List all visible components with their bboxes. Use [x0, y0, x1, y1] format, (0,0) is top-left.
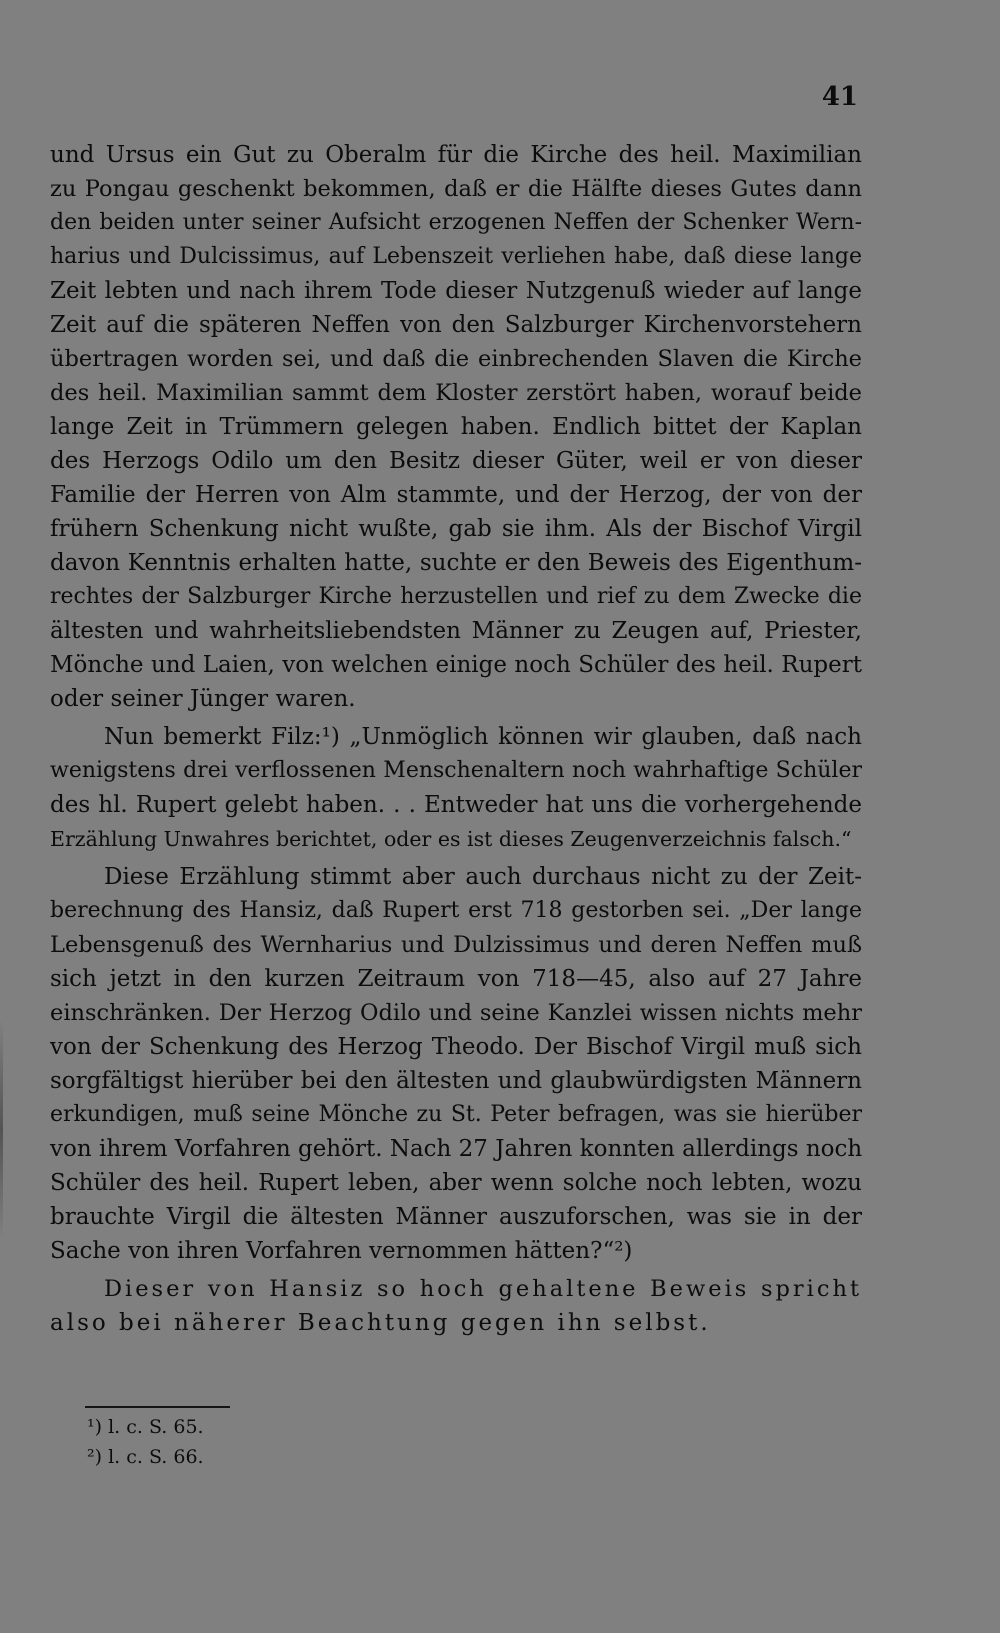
- text-line: Dieser von Hansiz so hoch gehaltene Beweis spricht: [104, 1276, 862, 1302]
- footnote-divider: [85, 1406, 230, 1408]
- page-number: 41: [821, 82, 858, 112]
- text-line: zu Pongau geschenkt bekommen, daß er die Hälfte dieses Gutes dann: [50, 176, 862, 202]
- paragraph: [50, 720, 862, 856]
- text-line: des Herzogs Odilo um den Besitz dieser Güter, weil er von dieser: [50, 448, 862, 474]
- paragraph: [50, 860, 862, 1268]
- scan-edge-shadow: [0, 1020, 3, 1240]
- text-line: erkundigen, muß seine Mönche zu St. Peter befragen, was sie hierüber: [50, 1102, 862, 1127]
- text-line: Sache von ihren Vorfahren vernommen hätten?“²): [50, 1238, 633, 1264]
- text-line: Diese Erzählung stimmt aber auch durchaus nicht zu der Zeit-: [104, 864, 862, 890]
- text-line: lange Zeit in Trümmern gelegen haben. Endlich bittet der Kaplan: [50, 414, 862, 440]
- text-line: Schüler des heil. Rupert leben, aber wenn solche noch lebten, wozu: [50, 1170, 862, 1196]
- text-line: also bei näherer Beachtung gegen ihn selbst.: [50, 1310, 711, 1336]
- text-line: den beiden unter seiner Aufsicht erzogenen Neffen der Schenker Wern-: [50, 210, 862, 235]
- paragraph: [50, 138, 862, 716]
- text-line: berechnung des Hansiz, daß Rupert erst 718 gestorben sei. „Der lange: [50, 898, 862, 923]
- text-line: brauchte Virgil die ältesten Männer auszuforschen, was sie in der: [50, 1204, 862, 1230]
- text-line: des hl. Rupert gelebt haben. . . Entweder hat uns die vorhergehende: [50, 792, 862, 818]
- text-line: Zeit auf die späteren Neffen von den Salzburger Kirchenvorstehern: [50, 312, 862, 338]
- text-line: Erzählung Unwahres berichtet, oder es ist dieses Zeugenverzeichnis falsch.“: [50, 827, 852, 851]
- text-line: einschränken. Der Herzog Odilo und seine Kanzlei wissen nichts mehr: [50, 1000, 862, 1026]
- text-line: sorgfältigst hierüber bei den ältesten und glaubwürdigsten Männern: [50, 1068, 862, 1094]
- text-line: Lebensgenuß des Wernharius und Dulzissimus und deren Neffen muß: [50, 932, 862, 958]
- paragraph: [50, 1272, 862, 1340]
- text-line: oder seiner Jünger waren.: [50, 686, 356, 712]
- text-line: Nun bemerkt Filz:¹) „Unmöglich können wir glauben, daß nach: [104, 724, 862, 750]
- text-line: von der Schenkung des Herzog Theodo. Der Bischof Virgil muß sich: [50, 1034, 862, 1060]
- footnote: ¹) l. c. S. 65.: [87, 1416, 204, 1438]
- footnote: ²) l. c. S. 66.: [87, 1446, 204, 1468]
- text-line: Zeit lebten und nach ihrem Tode dieser Nutzgenuß wieder auf lange: [50, 278, 862, 304]
- text-line: frühern Schenkung nicht wußte, gab sie ihm. Als der Bischof Virgil: [50, 516, 862, 542]
- text-line: harius und Dulcissimus, auf Lebenszeit verliehen habe, daß diese lange: [50, 244, 862, 269]
- text-line: von ihrem Vorfahren gehört. Nach 27 Jahren konnten allerdings noch: [50, 1136, 863, 1162]
- text-line: und Ursus ein Gut zu Oberalm für die Kirche des heil. Maximilian: [50, 142, 862, 168]
- text-line: Mönche und Laien, von welchen einige noch Schüler des heil. Rupert: [50, 652, 862, 678]
- text-line: davon Kenntnis erhalten hatte, suchte er den Beweis des Eigenthum-: [50, 550, 862, 576]
- text-line: Familie der Herren von Alm stammte, und der Herzog, der von der: [50, 482, 862, 508]
- text-line: wenigstens drei verflossenen Menschenaltern noch wahrhaftige Schüler: [50, 758, 862, 783]
- text-line: ältesten und wahrheitsliebendsten Männer zu Zeugen auf, Priester,: [50, 618, 862, 644]
- text-line: rechtes der Salzburger Kirche herzustellen und rief zu dem Zwecke die: [50, 584, 862, 609]
- text-line: sich jetzt in den kurzen Zeitraum von 718—45, also auf 27 Jahre: [50, 966, 862, 992]
- footnotes: [87, 1412, 204, 1472]
- text-line: übertragen worden sei, und daß die einbrechenden Slaven die Kirche: [50, 346, 862, 372]
- body-text: [50, 138, 862, 1340]
- text-line: des heil. Maximilian sammt dem Kloster zerstört haben, worauf beide: [50, 380, 862, 406]
